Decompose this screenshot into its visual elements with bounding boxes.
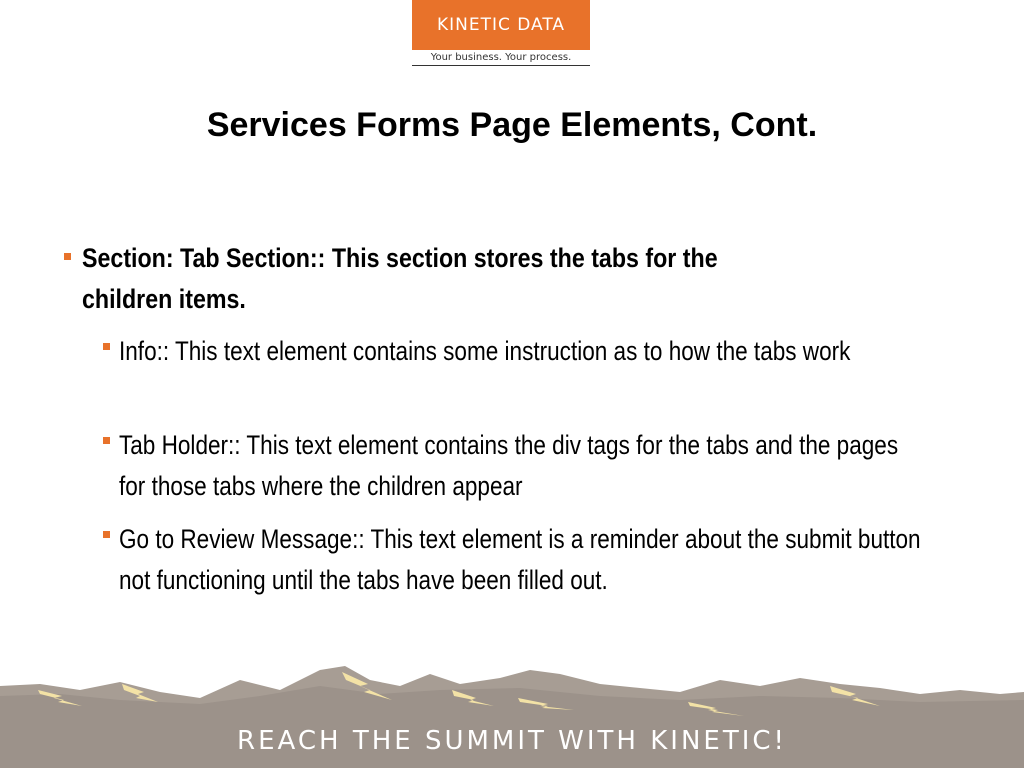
- sub-bullet-tab-holder: [103, 425, 949, 507]
- footer-slogan: REACH THE SUMMIT WITH KINETIC!: [237, 726, 787, 756]
- sub-bullet-info: [103, 331, 949, 372]
- sub-bullet-info-text: Info:: This text element contains some instruction as to how the tabs work: [119, 336, 851, 366]
- logo-tagline: Your business. Your process.: [430, 52, 572, 63]
- square-bullet-icon: [64, 253, 71, 260]
- slide-title: Services Forms Page Elements, Cont.: [206, 106, 818, 144]
- kinetic-data-logo: [412, 0, 590, 50]
- square-bullet-icon: [103, 343, 110, 350]
- sub-bullet-review-message: [103, 519, 949, 601]
- square-bullet-icon: [103, 531, 110, 538]
- square-bullet-icon: [103, 437, 110, 444]
- bullet-main-text: Section: Tab Section:: This section stores the tabs for the children items.: [82, 243, 718, 314]
- logo-divider: [412, 65, 590, 66]
- bullet-main: [64, 238, 904, 320]
- logo-name: KINETIC DATA: [436, 15, 566, 35]
- sub-bullet-tab-holder-text: Tab Holder:: This text element contains the div tags for the tabs and the pages for those tabs where the children appear: [119, 430, 899, 501]
- sub-bullet-review-message-text: Go to Review Message:: This text element is a reminder about the submit button not functioning until the tabs have been filled out.: [119, 524, 921, 595]
